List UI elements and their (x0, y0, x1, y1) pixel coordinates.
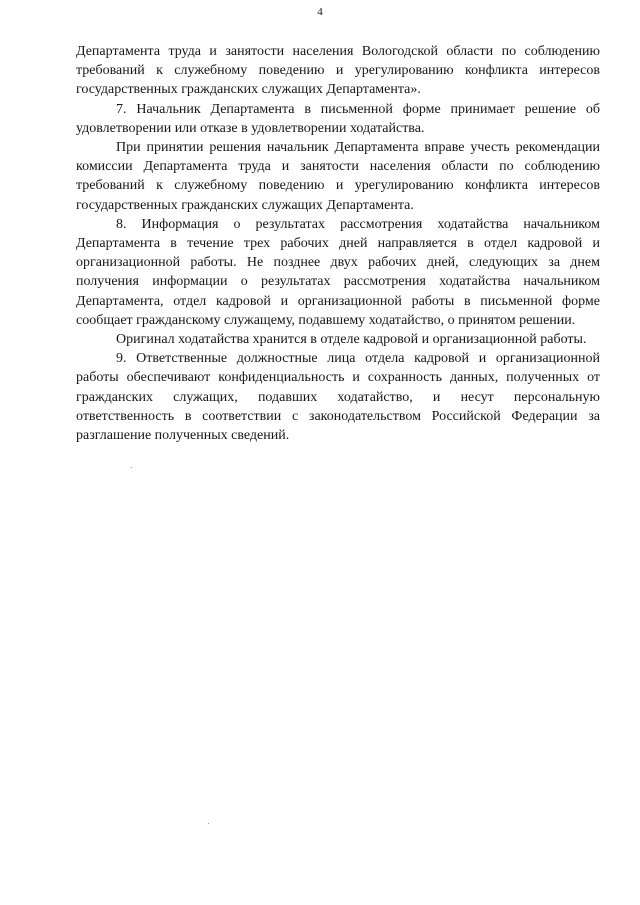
paragraph-item-7: 7. Начальник Департамента в письменной форме принимает решение об удовлетворении или отказе в удовлетворении ходатайства. (76, 101, 600, 136)
paragraph-original-storage: Оригинал ходатайства хранится в отделе кадровой и организационной работы. (116, 332, 587, 348)
scan-speck (208, 823, 209, 824)
paragraph-continuation: Департамента труда и занятости населения Вологодской области по соблюдению требований к служебному поведению и урегулированию конфликта интересов государственных гражданских служащих Департамента». (76, 44, 600, 98)
page-number: 4 (317, 6, 323, 18)
scan-speck (131, 467, 132, 468)
paragraph-item-8: 8. Информация о результатах рассмотрения ходатайства начальником Департамента в течение трех рабочих дней направляется в отдел кадровой и организационной работы. Не позднее двух рабочих дней, следующих за днем получения информации о результатах рассмотрения ходатайства начальником Департамента, отдел кадровой и организационной работы в письменной форме сообщает гражданскому служащему, подавшему ходатайство, о принятом решении. (76, 216, 600, 328)
document-body (76, 42, 600, 445)
paragraph-commission-recommendations: При принятии решения начальник Департамента вправе учесть рекомендации комиссии Департамента труда и занятости населения области по соблюдению требований к служебному поведению и урегулированию конфликта интересов государственных гражданских служащих Департамента. (76, 140, 600, 213)
paragraph-item-9: 9. Ответственные должностные лица отдела кадровой и организационной работы обеспечивают конфиденциальность и сохранность данных, полученных от гражданских служащих, подавших ходатайство, и несут персональную ответственность в соответствии с законодательством Российской Федерации за разглашение полученных сведений. (76, 351, 600, 444)
